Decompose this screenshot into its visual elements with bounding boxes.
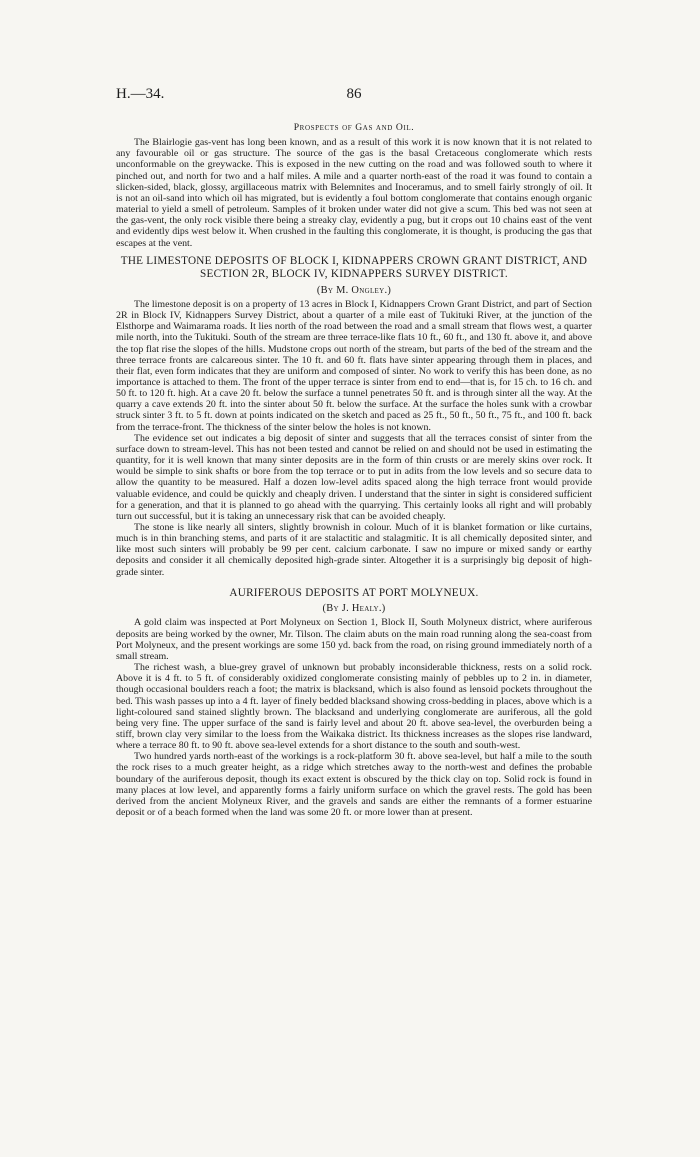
byline: (By M. Ongley.) bbox=[316, 284, 392, 296]
page-header bbox=[116, 86, 592, 106]
byline: (By J. Healy.) bbox=[322, 603, 386, 615]
page-number: 86 bbox=[346, 86, 362, 102]
paragraph: The evidence set out indicates a big deposit of sinter and suggests that all the terraces consist of sinter from the surface down to stream-level. This has not been tested and cannot be relied on and should not be used in estimating the quantity, for it is well known that many sinter deposits are in the form of thin crusts or are merely skins over rock. It would be simple to sink shafts or bore from the top terrace or to put in adits from the low levels and so secure data to allow the quantity to be measured. Half a dozen low-level adits spaced along the high terrace front would provide valuable evidence, and could be quickly and cheaply driven. I understand that the sinter in sight is considered sufficient for a generation, and that it is planned to go ahead with the quarrying. This certainly looks all right and will probably turn out successful, but it is taking an unnecessary risk that can be avoided cheaply. bbox=[116, 432, 592, 522]
paragraph: The Blairlogie gas-vent has long been known, and as a result of this work it is now known that it is not related to any favourable oil or gas structure. The source of the gas is the basal Cretaceous conglomerate which rests unconformable on the greywacke. This is exposed in the new cutting on the road and was followed south to where it pinched out, and north for two and a half miles. A mile and a quarter north-east of the road it was found to contain a slicken-sided, black, glossy, argillaceous matrix with Belemnites and Inoceramus, and to smell fairly strongly of oil. It is not an oil-sand into which oil has migrated, but is evidently a foul bottom conglomerate that contains enough organic material to yield a smell of petroleum. Samples of it broken under water did not give a scum. This bed was not seen at the gas-vent, the only rock visible there being a streaky clay, evidently a pug, but it crops out 10 chains east of the vent and evidently dips west below it. When crushed in the faulting this conglomerate, it is thought, is producing the gas that escapes at the vent. bbox=[116, 137, 592, 249]
section-heading-gas-oil: Prospects of Gas and Oil. bbox=[293, 122, 415, 133]
paragraph: Two hundred yards north-east of the workings is a rock-platform 30 ft. above sea-level, but half a mile to the south the rock rises to a much greater height, as a ridge which stretches away to the north-west and defines the probable boundary of the auriferous deposit, though its exact extent is obscured by the thick clay on top. Solid rock is found in many places at low level, and apparently forms a fairly uniform surface on which the gravel rests. The gold has been derived from the ancient Molyneux River, and the gravels and sands are either the remnants of a former estuarine deposit or of a beach formed when the land was some 20 ft. or more lower than at present. bbox=[116, 751, 592, 819]
paragraph: The richest wash, a blue-grey gravel of unknown but probably inconsiderable thickness, rests on a solid rock. Above it is 4 ft. to 5 ft. of considerably oxidized conglomerate consisting mainly of pebbles up to 2 in. in diameter, though occasional boulders reach a foot; the matrix is blacksand, which is also found as lensoid pockets throughout the bed. This wash passes up into a 4 ft. layer of finely bedded blacksand showing cross-bedding in places, above which is a light-coloured sand stained slightly brown. The blacksand and underlying conglomerate are auriferous, all the gold being very fine. The upper surface of the sand is fairly level and about 20 ft. above sea-level, the overburden being a stiff, brown clay very similar to the loess from the Waikaka district. Its thickness increases as the slopes rise landward, where a terrace 80 ft. to 90 ft. above sea-level extends for a short distance to the south and south-west. bbox=[116, 662, 592, 752]
section-heading-limestone: THE LIMESTONE DEPOSITS OF BLOCK I, KIDNAPPERS CROWN GRANT DISTRICT, AND SECTION 2R, BLOCK IV, KIDNAPPERS SURVEY DISTRICT. bbox=[120, 254, 588, 281]
page-reference: H.—34. bbox=[116, 86, 165, 102]
paragraph: A gold claim was inspected at Port Molyneux on Section 1, Block II, South Molyneux district, where auriferous deposits are being worked by the owner, Mr. Tilson. The claim abuts on the main road running along the sea-coast from Port Molyneux, and the present workings are some 150 yd. back from the road, on rising ground immediately north of a small stream. bbox=[116, 617, 592, 662]
paragraph: The stone is like nearly all sinters, slightly brownish in colour. Much of it is blanket formation or like curtains, much is in thin branching stems, and parts of it are stalactitic and stalagmitic. It is all chemically deposited sinter, and like most such sinters will probably be 99 per cent. calcium carbonate. I saw no impure or mixed sandy or earthy deposits and consider it all chemically deposited high-grade sinter. Altogether it is a surprisingly big deposit of high-grade sinter. bbox=[116, 522, 592, 578]
section-heading-auriferous: AURIFEROUS DEPOSITS AT PORT MOLYNEUX. bbox=[229, 586, 479, 599]
page-content bbox=[116, 120, 592, 818]
paragraph: The limestone deposit is on a property of 13 acres in Block I, Kidnappers Crown Grant District, and part of Section 2R in Block IV, Kidnappers Survey District, about a quarter of a mile east of Tukituki River, at the junction of the Elsthorpe and Waimarama roads. It lies north of the road between the road and a small stream that flows west, a quarter mile north, into the Tukituki. South of the stream are three terrace-like flats 10 ft., 60 ft., and 130 ft. above it, and above the top flat rise the slopes of the hills. Mudstone crops out north of the stream, but parts of the bed of the stream and the three terrace fronts are calcareous sinter. The 10 ft. and 60 ft. flats have sinter appearing through them in places, and their flat, even form indicates that they are uniform and composed of sinter. No work to verify this has been done, as no importance is attached to them. The front of the upper terrace is sinter from end to end—that is, for 15 ch. to 16 ch. and 50 ft. to 120 ft. high. At a cave 20 ft. below the surface a tunnel penetrates 50 ft. and is through sinter all the way. At the quarry a cave extends 20 ft. into the sinter about 50 ft. below the surface. At the surface the holes sunk with a crowbar struck sinter 3 ft. to 5 ft. down at points indicated on the sketch and paced as 25 ft., 50 ft., 50 ft., 75 ft., and 100 ft. back from the terrace-front. The thickness of the sinter below the holes is not known. bbox=[116, 298, 592, 433]
